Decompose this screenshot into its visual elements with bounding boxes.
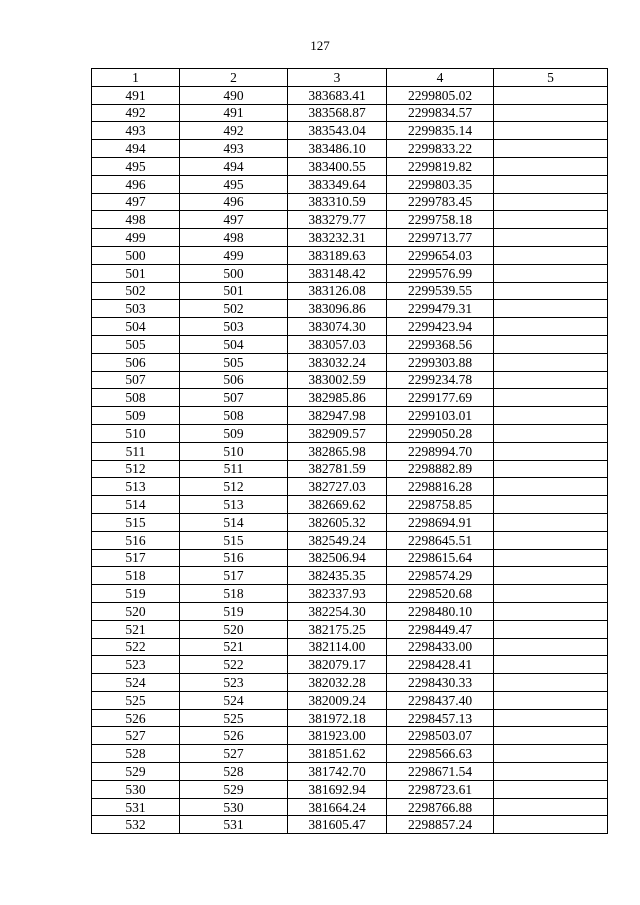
cell-coordinate-y: 2299303.88 bbox=[387, 353, 494, 371]
cell-coordinate-y: 2299819.82 bbox=[387, 157, 494, 175]
cell-coordinate-x: 383310.59 bbox=[288, 193, 387, 211]
cell-coordinate-y: 2298645.51 bbox=[387, 531, 494, 549]
cell-previous-point: 515 bbox=[180, 531, 288, 549]
column-header: 4 bbox=[387, 69, 494, 87]
cell-note bbox=[494, 513, 608, 531]
cell-note bbox=[494, 86, 608, 104]
cell-coordinate-y: 2299479.31 bbox=[387, 300, 494, 318]
cell-point-number: 499 bbox=[92, 229, 180, 247]
cell-coordinate-x: 382032.28 bbox=[288, 674, 387, 692]
cell-coordinate-x: 382669.62 bbox=[288, 496, 387, 514]
table-row bbox=[92, 602, 608, 620]
cell-coordinate-y: 2298694.91 bbox=[387, 513, 494, 531]
cell-coordinate-y: 2299834.57 bbox=[387, 104, 494, 122]
table-row bbox=[92, 478, 608, 496]
cell-note bbox=[494, 674, 608, 692]
cell-previous-point: 529 bbox=[180, 780, 288, 798]
cell-point-number: 502 bbox=[92, 282, 180, 300]
cell-point-number: 508 bbox=[92, 389, 180, 407]
cell-point-number: 531 bbox=[92, 798, 180, 816]
cell-coordinate-x: 382337.93 bbox=[288, 585, 387, 603]
cell-point-number: 511 bbox=[92, 442, 180, 460]
cell-previous-point: 506 bbox=[180, 371, 288, 389]
cell-point-number: 506 bbox=[92, 353, 180, 371]
cell-coordinate-y: 2298723.61 bbox=[387, 780, 494, 798]
cell-point-number: 515 bbox=[92, 513, 180, 531]
cell-previous-point: 505 bbox=[180, 353, 288, 371]
cell-note bbox=[494, 780, 608, 798]
cell-note bbox=[494, 229, 608, 247]
cell-coordinate-y: 2299050.28 bbox=[387, 424, 494, 442]
cell-coordinate-y: 2298857.24 bbox=[387, 816, 494, 834]
cell-point-number: 520 bbox=[92, 602, 180, 620]
cell-coordinate-y: 2298480.10 bbox=[387, 602, 494, 620]
cell-point-number: 509 bbox=[92, 407, 180, 425]
cell-note bbox=[494, 549, 608, 567]
cell-point-number: 519 bbox=[92, 585, 180, 603]
cell-coordinate-x: 382985.86 bbox=[288, 389, 387, 407]
cell-note bbox=[494, 157, 608, 175]
table-row bbox=[92, 282, 608, 300]
cell-point-number: 495 bbox=[92, 157, 180, 175]
cell-point-number: 497 bbox=[92, 193, 180, 211]
cell-coordinate-y: 2299368.56 bbox=[387, 335, 494, 353]
cell-point-number: 521 bbox=[92, 620, 180, 638]
column-header: 3 bbox=[288, 69, 387, 87]
cell-point-number: 498 bbox=[92, 211, 180, 229]
cell-previous-point: 522 bbox=[180, 656, 288, 674]
cell-coordinate-x: 382909.57 bbox=[288, 424, 387, 442]
cell-coordinate-x: 383148.42 bbox=[288, 264, 387, 282]
cell-note bbox=[494, 496, 608, 514]
cell-note bbox=[494, 335, 608, 353]
cell-coordinate-x: 381692.94 bbox=[288, 780, 387, 798]
cell-coordinate-x: 381605.47 bbox=[288, 816, 387, 834]
cell-point-number: 528 bbox=[92, 745, 180, 763]
cell-coordinate-y: 2298766.88 bbox=[387, 798, 494, 816]
page-number: 127 bbox=[310, 38, 330, 53]
cell-coordinate-y: 2298457.13 bbox=[387, 709, 494, 727]
cell-point-number: 513 bbox=[92, 478, 180, 496]
cell-coordinate-y: 2298574.29 bbox=[387, 567, 494, 585]
table-row bbox=[92, 798, 608, 816]
table-row bbox=[92, 407, 608, 425]
cell-note bbox=[494, 709, 608, 727]
cell-note bbox=[494, 531, 608, 549]
cell-note bbox=[494, 318, 608, 336]
cell-note bbox=[494, 407, 608, 425]
cell-previous-point: 512 bbox=[180, 478, 288, 496]
cell-coordinate-y: 2299576.99 bbox=[387, 264, 494, 282]
cell-coordinate-x: 382254.30 bbox=[288, 602, 387, 620]
table-row bbox=[92, 175, 608, 193]
cell-previous-point: 530 bbox=[180, 798, 288, 816]
cell-note bbox=[494, 763, 608, 781]
cell-point-number: 523 bbox=[92, 656, 180, 674]
table-row bbox=[92, 549, 608, 567]
cell-previous-point: 496 bbox=[180, 193, 288, 211]
cell-coordinate-x: 382435.35 bbox=[288, 567, 387, 585]
cell-coordinate-y: 2299833.22 bbox=[387, 140, 494, 158]
cell-previous-point: 501 bbox=[180, 282, 288, 300]
cell-coordinate-y: 2298994.70 bbox=[387, 442, 494, 460]
cell-coordinate-x: 382947.98 bbox=[288, 407, 387, 425]
cell-previous-point: 504 bbox=[180, 335, 288, 353]
cell-coordinate-y: 2299803.35 bbox=[387, 175, 494, 193]
cell-point-number: 516 bbox=[92, 531, 180, 549]
cell-previous-point: 518 bbox=[180, 585, 288, 603]
cell-coordinate-x: 383126.08 bbox=[288, 282, 387, 300]
coordinates-table bbox=[91, 68, 608, 834]
cell-note bbox=[494, 246, 608, 264]
table-row bbox=[92, 353, 608, 371]
table-row bbox=[92, 691, 608, 709]
cell-note bbox=[494, 567, 608, 585]
table-row bbox=[92, 460, 608, 478]
table-row bbox=[92, 300, 608, 318]
column-header: 2 bbox=[180, 69, 288, 87]
cell-point-number: 501 bbox=[92, 264, 180, 282]
cell-note bbox=[494, 122, 608, 140]
table-row bbox=[92, 335, 608, 353]
cell-previous-point: 523 bbox=[180, 674, 288, 692]
cell-previous-point: 500 bbox=[180, 264, 288, 282]
cell-previous-point: 525 bbox=[180, 709, 288, 727]
cell-point-number: 493 bbox=[92, 122, 180, 140]
table-row bbox=[92, 780, 608, 798]
cell-coordinate-x: 381923.00 bbox=[288, 727, 387, 745]
table-row bbox=[92, 727, 608, 745]
cell-point-number: 522 bbox=[92, 638, 180, 656]
cell-note bbox=[494, 104, 608, 122]
cell-coordinate-y: 2298816.28 bbox=[387, 478, 494, 496]
cell-coordinate-y: 2298758.85 bbox=[387, 496, 494, 514]
table-row bbox=[92, 531, 608, 549]
cell-note bbox=[494, 602, 608, 620]
cell-point-number: 500 bbox=[92, 246, 180, 264]
table-row bbox=[92, 763, 608, 781]
cell-note bbox=[494, 727, 608, 745]
cell-note bbox=[494, 175, 608, 193]
cell-coordinate-y: 2299539.55 bbox=[387, 282, 494, 300]
cell-coordinate-x: 383486.10 bbox=[288, 140, 387, 158]
table-row bbox=[92, 264, 608, 282]
cell-previous-point: 510 bbox=[180, 442, 288, 460]
cell-coordinate-x: 383032.24 bbox=[288, 353, 387, 371]
table-row bbox=[92, 709, 608, 727]
cell-previous-point: 492 bbox=[180, 122, 288, 140]
cell-point-number: 524 bbox=[92, 674, 180, 692]
cell-point-number: 505 bbox=[92, 335, 180, 353]
cell-coordinate-y: 2299783.45 bbox=[387, 193, 494, 211]
cell-previous-point: 491 bbox=[180, 104, 288, 122]
cell-point-number: 517 bbox=[92, 549, 180, 567]
cell-note bbox=[494, 460, 608, 478]
cell-coordinate-y: 2298671.54 bbox=[387, 763, 494, 781]
cell-note bbox=[494, 424, 608, 442]
cell-coordinate-x: 383349.64 bbox=[288, 175, 387, 193]
cell-coordinate-y: 2298520.68 bbox=[387, 585, 494, 603]
cell-point-number: 507 bbox=[92, 371, 180, 389]
cell-previous-point: 513 bbox=[180, 496, 288, 514]
cell-previous-point: 511 bbox=[180, 460, 288, 478]
cell-note bbox=[494, 264, 608, 282]
cell-coordinate-y: 2299713.77 bbox=[387, 229, 494, 247]
cell-coordinate-x: 381851.62 bbox=[288, 745, 387, 763]
cell-point-number: 518 bbox=[92, 567, 180, 585]
table-row bbox=[92, 745, 608, 763]
cell-coordinate-y: 2298430.33 bbox=[387, 674, 494, 692]
cell-coordinate-y: 2298882.89 bbox=[387, 460, 494, 478]
cell-point-number: 527 bbox=[92, 727, 180, 745]
cell-coordinate-y: 2299177.69 bbox=[387, 389, 494, 407]
cell-note bbox=[494, 638, 608, 656]
cell-previous-point: 514 bbox=[180, 513, 288, 531]
cell-note bbox=[494, 282, 608, 300]
table-row bbox=[92, 620, 608, 638]
cell-coordinate-y: 2298433.00 bbox=[387, 638, 494, 656]
table-row bbox=[92, 371, 608, 389]
cell-previous-point: 507 bbox=[180, 389, 288, 407]
cell-coordinate-x: 382175.25 bbox=[288, 620, 387, 638]
cell-note bbox=[494, 211, 608, 229]
cell-previous-point: 509 bbox=[180, 424, 288, 442]
cell-coordinate-x: 382549.24 bbox=[288, 531, 387, 549]
cell-previous-point: 508 bbox=[180, 407, 288, 425]
cell-coordinate-y: 2298428.41 bbox=[387, 656, 494, 674]
cell-coordinate-y: 2299758.18 bbox=[387, 211, 494, 229]
table-row bbox=[92, 122, 608, 140]
table-row bbox=[92, 656, 608, 674]
cell-coordinate-x: 382506.94 bbox=[288, 549, 387, 567]
cell-previous-point: 490 bbox=[180, 86, 288, 104]
cell-coordinate-y: 2299654.03 bbox=[387, 246, 494, 264]
cell-note bbox=[494, 620, 608, 638]
cell-coordinate-x: 383400.55 bbox=[288, 157, 387, 175]
cell-coordinate-y: 2298503.07 bbox=[387, 727, 494, 745]
cell-coordinate-x: 381664.24 bbox=[288, 798, 387, 816]
cell-previous-point: 521 bbox=[180, 638, 288, 656]
cell-point-number: 494 bbox=[92, 140, 180, 158]
cell-previous-point: 520 bbox=[180, 620, 288, 638]
cell-note bbox=[494, 478, 608, 496]
cell-point-number: 496 bbox=[92, 175, 180, 193]
cell-note bbox=[494, 300, 608, 318]
cell-previous-point: 498 bbox=[180, 229, 288, 247]
table-row bbox=[92, 816, 608, 834]
table-row bbox=[92, 193, 608, 211]
cell-coordinate-x: 383189.63 bbox=[288, 246, 387, 264]
cell-point-number: 503 bbox=[92, 300, 180, 318]
table-row bbox=[92, 140, 608, 158]
cell-coordinate-x: 383232.31 bbox=[288, 229, 387, 247]
cell-previous-point: 503 bbox=[180, 318, 288, 336]
table-row bbox=[92, 318, 608, 336]
cell-point-number: 492 bbox=[92, 104, 180, 122]
cell-coordinate-x: 383057.03 bbox=[288, 335, 387, 353]
cell-previous-point: 528 bbox=[180, 763, 288, 781]
cell-previous-point: 531 bbox=[180, 816, 288, 834]
cell-coordinate-y: 2298615.64 bbox=[387, 549, 494, 567]
cell-coordinate-y: 2298437.40 bbox=[387, 691, 494, 709]
table-row bbox=[92, 211, 608, 229]
cell-previous-point: 524 bbox=[180, 691, 288, 709]
cell-coordinate-y: 2299234.78 bbox=[387, 371, 494, 389]
cell-point-number: 510 bbox=[92, 424, 180, 442]
cell-previous-point: 499 bbox=[180, 246, 288, 264]
cell-point-number: 526 bbox=[92, 709, 180, 727]
table-row bbox=[92, 638, 608, 656]
cell-point-number: 529 bbox=[92, 763, 180, 781]
cell-point-number: 512 bbox=[92, 460, 180, 478]
cell-previous-point: 497 bbox=[180, 211, 288, 229]
table-row bbox=[92, 585, 608, 603]
cell-coordinate-x: 382114.00 bbox=[288, 638, 387, 656]
cell-note bbox=[494, 585, 608, 603]
cell-coordinate-x: 383279.77 bbox=[288, 211, 387, 229]
cell-coordinate-x: 382727.03 bbox=[288, 478, 387, 496]
table-header-row bbox=[92, 69, 608, 87]
cell-coordinate-x: 382079.17 bbox=[288, 656, 387, 674]
cell-coordinate-y: 2298449.47 bbox=[387, 620, 494, 638]
cell-coordinate-x: 382605.32 bbox=[288, 513, 387, 531]
cell-coordinate-y: 2299805.02 bbox=[387, 86, 494, 104]
table-row bbox=[92, 442, 608, 460]
table-row bbox=[92, 567, 608, 585]
cell-previous-point: 526 bbox=[180, 727, 288, 745]
table-body bbox=[92, 86, 608, 833]
cell-note bbox=[494, 745, 608, 763]
cell-coordinate-x: 382009.24 bbox=[288, 691, 387, 709]
table-row bbox=[92, 157, 608, 175]
table-row bbox=[92, 496, 608, 514]
table-row bbox=[92, 513, 608, 531]
cell-coordinate-x: 382781.59 bbox=[288, 460, 387, 478]
cell-note bbox=[494, 140, 608, 158]
cell-point-number: 530 bbox=[92, 780, 180, 798]
cell-note bbox=[494, 691, 608, 709]
cell-coordinate-x: 383683.41 bbox=[288, 86, 387, 104]
cell-note bbox=[494, 389, 608, 407]
cell-coordinate-x: 381742.70 bbox=[288, 763, 387, 781]
cell-point-number: 491 bbox=[92, 86, 180, 104]
cell-previous-point: 495 bbox=[180, 175, 288, 193]
cell-coordinate-y: 2298566.63 bbox=[387, 745, 494, 763]
table-row bbox=[92, 389, 608, 407]
cell-point-number: 514 bbox=[92, 496, 180, 514]
cell-note bbox=[494, 656, 608, 674]
cell-coordinate-x: 383002.59 bbox=[288, 371, 387, 389]
column-header: 1 bbox=[92, 69, 180, 87]
cell-coordinate-x: 383543.04 bbox=[288, 122, 387, 140]
table-row bbox=[92, 229, 608, 247]
cell-previous-point: 502 bbox=[180, 300, 288, 318]
cell-previous-point: 517 bbox=[180, 567, 288, 585]
table-row bbox=[92, 674, 608, 692]
cell-coordinate-x: 382865.98 bbox=[288, 442, 387, 460]
table-row bbox=[92, 246, 608, 264]
table-row bbox=[92, 424, 608, 442]
cell-previous-point: 519 bbox=[180, 602, 288, 620]
cell-coordinate-y: 2299835.14 bbox=[387, 122, 494, 140]
cell-point-number: 504 bbox=[92, 318, 180, 336]
cell-previous-point: 516 bbox=[180, 549, 288, 567]
cell-previous-point: 493 bbox=[180, 140, 288, 158]
table-header bbox=[92, 69, 608, 87]
cell-coordinate-x: 383096.86 bbox=[288, 300, 387, 318]
cell-point-number: 532 bbox=[92, 816, 180, 834]
cell-previous-point: 494 bbox=[180, 157, 288, 175]
cell-coordinate-x: 381972.18 bbox=[288, 709, 387, 727]
cell-note bbox=[494, 193, 608, 211]
cell-note bbox=[494, 442, 608, 460]
cell-coordinate-y: 2299103.01 bbox=[387, 407, 494, 425]
cell-previous-point: 527 bbox=[180, 745, 288, 763]
table-row bbox=[92, 104, 608, 122]
cell-point-number: 525 bbox=[92, 691, 180, 709]
cell-note bbox=[494, 353, 608, 371]
cell-note bbox=[494, 371, 608, 389]
cell-note bbox=[494, 798, 608, 816]
table-row bbox=[92, 86, 608, 104]
column-header: 5 bbox=[494, 69, 608, 87]
cell-note bbox=[494, 816, 608, 834]
cell-coordinate-x: 383074.30 bbox=[288, 318, 387, 336]
cell-coordinate-x: 383568.87 bbox=[288, 104, 387, 122]
cell-coordinate-y: 2299423.94 bbox=[387, 318, 494, 336]
